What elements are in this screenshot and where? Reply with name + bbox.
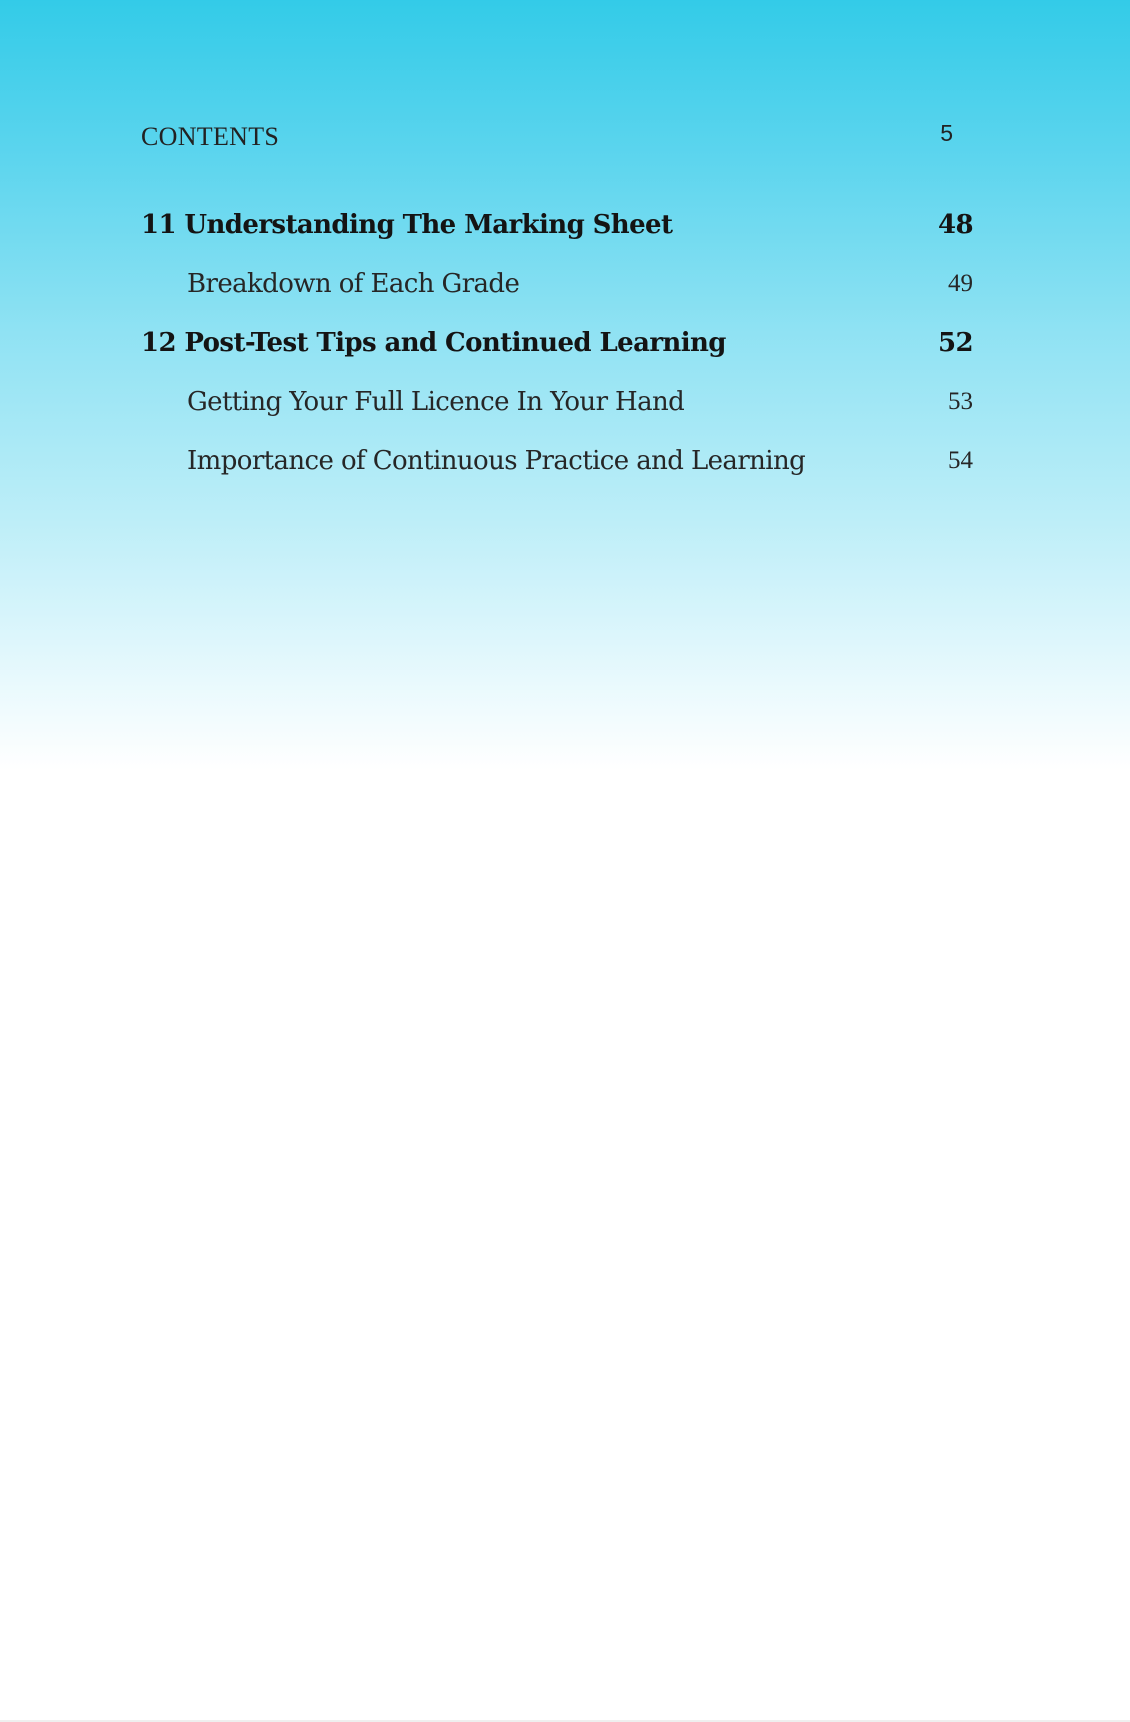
toc-entry-page: 52 — [938, 327, 973, 358]
toc-section-getting-your-full-licence[interactable] — [141, 372, 973, 431]
toc-chapter-11[interactable] — [141, 196, 973, 255]
table-of-contents — [141, 196, 973, 490]
page-header — [141, 118, 953, 154]
toc-entry-label: Getting Your Full Licence In Your Hand — [187, 386, 685, 417]
toc-entry-label: Breakdown of Each Grade — [187, 269, 520, 300]
page-number: 5 — [940, 120, 953, 146]
toc-entry-page: 48 — [938, 210, 973, 241]
toc-entry-label: 12 Post-Test Tips and Continued Learning — [141, 327, 726, 358]
toc-chapter-12[interactable] — [141, 314, 973, 373]
toc-entry-label: Importance of Continuous Practice and Learning — [187, 445, 806, 476]
contents-heading: CONTENTS — [141, 122, 280, 151]
toc-section-breakdown-of-each-grade[interactable] — [141, 255, 973, 314]
toc-entry-page: 49 — [948, 270, 973, 298]
toc-entry-label: 11 Understanding The Marking Sheet — [141, 210, 673, 241]
toc-entry-page: 53 — [948, 387, 973, 415]
toc-entry-page: 54 — [948, 446, 973, 474]
toc-section-importance-of-continuous-practice[interactable] — [141, 431, 973, 490]
